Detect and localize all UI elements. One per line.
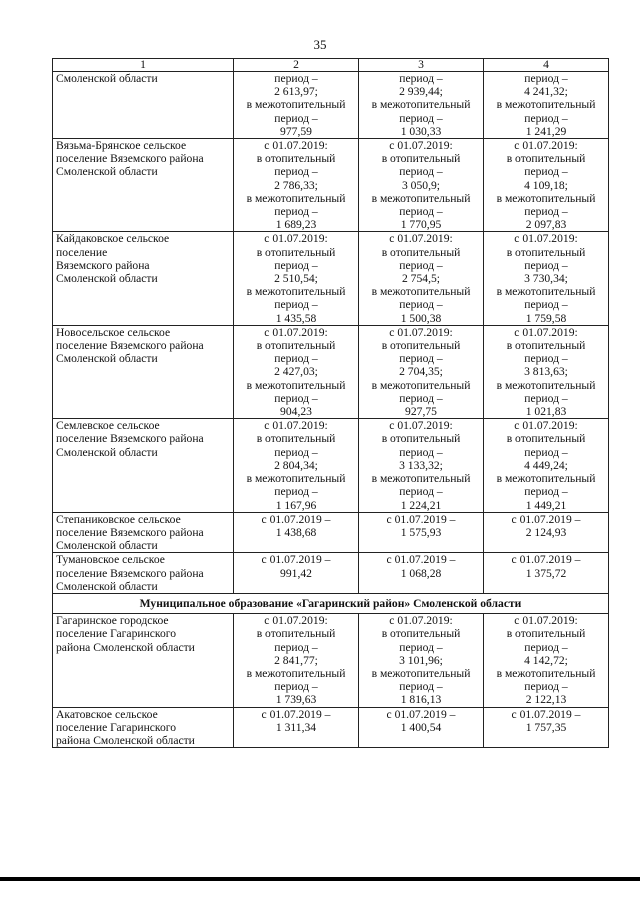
tariff-line: 3 101,96; [399,653,443,667]
tariff-line: в межотопительный [246,378,346,392]
table-row [53,553,609,594]
tariff-cell [234,614,359,707]
tariff-line: период – [524,680,568,694]
tariff-line: 2 613,97; [274,85,318,99]
municipality-name-line: Кайдаковское сельское [56,232,170,246]
municipality-name-line: поселение Гагаринского [56,720,177,734]
tariff-cell [484,553,609,594]
municipality-name-line: района Смоленской области [56,640,195,654]
tariff-line: в межотопительный [246,191,346,205]
tariff-cell [234,139,359,232]
tariff-line: с 01.07.2019 – [511,553,581,567]
tariff-line: 2 841,77; [274,653,318,667]
tariff-line: 1 816,13 [400,693,442,707]
table-row [53,139,609,232]
tariff-line: 2 804,34; [274,458,318,472]
tariff-line: с 01.07.2019: [389,614,453,628]
tariff-line: 4 241,32; [524,85,568,99]
tariff-line: 4 109,18; [524,178,568,192]
tariff-line: 1 167,96 [275,498,317,512]
tariff-line: период – [524,111,568,125]
tariff-line: с 01.07.2019 – [386,707,456,721]
tariff-line: 1 770,95 [400,218,442,232]
column-header: 3 [359,59,484,72]
tariff-line: 3 730,34; [524,272,568,286]
tariff-line: 1 449,21 [525,498,567,512]
tariff-line: с 01.07.2019 – [386,512,456,526]
tariff-line: 977,59 [280,124,312,138]
header-row [53,59,609,72]
tariff-line: 2 939,44; [399,85,443,99]
tariff-cell [359,512,484,553]
tariff-line: 2 510,54; [274,272,318,286]
tariff-line: период – [274,165,318,179]
bottom-rule [0,877,640,881]
tariff-line: с 01.07.2019: [514,614,578,628]
tariff-cell [484,72,609,139]
tariff-line: 2 427,03; [274,365,318,379]
tariff-line: в межотопительный [371,666,471,680]
tariff-line: период – [524,258,568,272]
tariff-line: 2 786,33; [274,178,318,192]
tariff-line: 1 021,83 [525,405,567,419]
tariff-line: в межотопительный [496,378,596,392]
tariff-line: период – [524,391,568,405]
tariff-line: с 01.07.2019: [264,419,328,433]
tariff-line: период – [399,445,443,459]
tariff-line: 2 704,35; [399,365,443,379]
municipality-name-line: Смоленской области [56,445,158,459]
tariff-line: период – [524,352,568,366]
municipality-name-line: поселение Гагаринского [56,627,177,641]
tariff-line: в межотопительный [496,285,596,299]
tariff-line: в отопительный [256,152,336,166]
municipality-name-cell [53,232,234,325]
tariff-line: период – [524,205,568,219]
tariff-cell [359,553,484,594]
municipality-name-line: Новосельское сельское [56,325,171,339]
municipality-name-line: Степаниковское сельское [56,512,181,526]
tariff-line: в отопительный [506,245,586,259]
tariff-line: 1 311,34 [275,720,317,734]
tariff-line: период – [399,72,443,85]
municipality-name-line: Семлевское сельское [56,419,160,433]
tariff-line: период – [399,165,443,179]
tariff-line: 4 449,24; [524,458,568,472]
tariff-line: в отопительный [506,339,586,353]
municipality-name-cell [53,553,234,594]
municipality-name-line: поселение Вяземского района [56,566,204,580]
tariff-cell [484,707,609,748]
tariff-line: период – [524,640,568,654]
tariff-line: период – [524,445,568,459]
tariff-line: период – [399,485,443,499]
tariff-line: с 01.07.2019: [264,139,328,153]
tariff-line: период – [274,111,318,125]
tariff-line: с 01.07.2019: [389,419,453,433]
tariff-line: период – [524,165,568,179]
tariff-line: период – [274,680,318,694]
municipality-name-line: Вязьма-Брянское сельское [56,139,187,153]
tariff-line: 2 124,93 [525,525,567,539]
tariff-line: период – [399,111,443,125]
tariff-line: 991,42 [280,566,312,580]
municipality-name-cell [53,139,234,232]
tariff-cell [234,325,359,418]
municipality-name-line: поселение Вяземского района [56,525,204,539]
municipality-name-cell [53,325,234,418]
tariff-cell [359,139,484,232]
tariff-line: период – [274,258,318,272]
tariff-line: период – [274,391,318,405]
tariff-line: в межотопительный [496,472,596,486]
tariff-cell [484,325,609,418]
tariff-line: период – [274,205,318,219]
tariff-cell [359,72,484,139]
tariff-line: период – [399,205,443,219]
tariff-cell [234,72,359,139]
tariff-line: с 01.07.2019: [264,232,328,246]
tariff-line: с 01.07.2019 – [386,553,456,567]
tariff-line: в отопительный [506,432,586,446]
tariff-line: период – [399,391,443,405]
municipality-name-line: Вяземского района [56,258,150,272]
column-header: 2 [234,59,359,72]
tariff-line: период – [399,680,443,694]
tariff-line: 2 754,5; [401,272,440,286]
tariff-line: период – [399,640,443,654]
tariff-line: в отопительный [506,627,586,641]
tariff-line: с 01.07.2019: [389,325,453,339]
tariff-line: период – [274,352,318,366]
municipality-name-line: Смоленской области [56,72,158,85]
municipality-name-line: поселение Вяземского района [56,339,204,353]
tariff-line: 2 097,83 [525,218,567,232]
tariff-line: с 01.07.2019: [514,232,578,246]
tariff-line: период – [524,298,568,312]
tariff-line: с 01.07.2019: [514,139,578,153]
tariff-cell [359,325,484,418]
tariff-cell [484,512,609,553]
table-row [53,232,609,325]
municipality-name-cell [53,72,234,139]
tariff-line: в межотопительный [371,285,471,299]
tariff-cell [484,419,609,512]
column-header: 4 [484,59,609,72]
table-row [53,614,609,707]
table-row [53,707,609,748]
tariff-line: 3 813,63; [524,365,568,379]
tariff-table [52,58,609,748]
tariff-line: период – [399,298,443,312]
tariff-line: 1 438,68 [275,525,317,539]
tariff-line: 1 500,38 [400,311,442,325]
table-row [53,325,609,418]
tariff-cell [234,419,359,512]
table-row [53,72,609,139]
tariff-line: 1 375,72 [525,566,567,580]
municipality-name-line: Гагаринское городское [56,614,169,628]
tariff-line: с 01.07.2019: [514,419,578,433]
tariff-line: с 01.07.2019 – [261,512,331,526]
tariff-line: 1 241,29 [525,124,567,138]
tariff-line: в отопительный [381,432,461,446]
municipality-name-cell [53,707,234,748]
tariff-line: в отопительный [256,432,336,446]
tariff-line: период – [274,485,318,499]
tariff-line: в межотопительный [496,191,596,205]
tariff-line: с 01.07.2019 – [261,553,331,567]
tariff-line: 3 050,9; [401,178,440,192]
municipality-name-cell [53,614,234,707]
municipality-name-line: Смоленской области [56,165,158,179]
tariff-line: в межотопительный [246,98,346,112]
tariff-line: в межотопительный [371,378,471,392]
tariff-cell [234,232,359,325]
tariff-cell [359,614,484,707]
tariff-line: в отопительный [256,627,336,641]
tariff-line: 1 068,28 [400,566,442,580]
tariff-line: 1 435,58 [275,311,317,325]
section-row [53,593,609,613]
tariff-line: в отопительный [381,339,461,353]
tariff-line: 2 122,13 [525,693,567,707]
tariff-cell [484,614,609,707]
tariff-line: 1 689,23 [275,218,317,232]
table-row [53,512,609,553]
tariff-cell [359,232,484,325]
municipality-name-line: Смоленской области [56,579,158,593]
municipality-name-line: Смоленской области [56,272,158,286]
tariff-line: с 01.07.2019 – [261,707,331,721]
tariff-line: с 01.07.2019 – [511,707,581,721]
tariff-cell [484,139,609,232]
municipality-name-cell [53,419,234,512]
tariff-cell [234,707,359,748]
table-body [53,59,609,748]
tariff-line: период – [399,258,443,272]
tariff-line: в межотопительный [246,666,346,680]
tariff-line: 1 575,93 [400,525,442,539]
municipality-name-line: поселение [56,245,108,259]
municipality-name-line: Тумановское сельское [56,553,165,567]
section-title: Муниципальное образование «Гагаринский район» Смоленской области [53,593,609,613]
municipality-name-line: поселение Вяземского района [56,432,204,446]
table-row [53,419,609,512]
tariff-cell [484,232,609,325]
tariff-line: 1 759,58 [525,311,567,325]
tariff-line: 927,75 [405,405,437,419]
tariff-line: в отопительный [506,152,586,166]
tariff-line: с 01.07.2019: [389,232,453,246]
tariff-line: 1 400,54 [400,720,442,734]
tariff-line: 904,23 [280,405,312,419]
column-header: 1 [53,59,234,72]
tariff-line: в отопительный [256,339,336,353]
tariff-line: в межотопительный [246,472,346,486]
tariff-line: с 01.07.2019: [514,325,578,339]
tariff-cell [234,553,359,594]
municipality-name-line: поселение Вяземского района [56,152,204,166]
municipality-name-line: Акатовское сельское [56,707,158,721]
tariff-line: в отопительный [381,152,461,166]
tariff-line: в межотопительный [371,98,471,112]
tariff-line: в межотопительный [246,285,346,299]
tariff-line: 1 030,33 [400,124,442,138]
tariff-line: 4 142,72; [524,653,568,667]
tariff-line: период – [524,72,568,85]
tariff-line: с 01.07.2019 – [511,512,581,526]
tariff-line: 1 739,63 [275,693,317,707]
tariff-line: период – [274,640,318,654]
tariff-line: период – [274,298,318,312]
tariff-line: в отопительный [381,627,461,641]
tariff-line: с 01.07.2019: [264,325,328,339]
municipality-name-line: района Смоленской области [56,733,195,747]
tariff-line: с 01.07.2019: [264,614,328,628]
tariff-line: 3 133,32; [399,458,443,472]
tariff-cell [359,707,484,748]
page-number: 35 [313,37,327,52]
tariff-cell [359,419,484,512]
tariff-line: в межотопительный [371,472,471,486]
tariff-line: в межотопительный [496,98,596,112]
tariff-line: с 01.07.2019: [389,139,453,153]
tariff-line: в межотопительный [496,666,596,680]
tariff-line: 1 757,35 [525,720,567,734]
tariff-cell [234,512,359,553]
tariff-line: период – [274,72,318,85]
municipality-name-line: Смоленской области [56,539,158,553]
tariff-line: период – [399,352,443,366]
tariff-line: 1 224,21 [400,498,442,512]
tariff-line: в межотопительный [371,191,471,205]
tariff-line: в отопительный [381,245,461,259]
tariff-line: период – [274,445,318,459]
municipality-name-line: Смоленской области [56,352,158,366]
tariff-line: в отопительный [256,245,336,259]
municipality-name-cell [53,512,234,553]
tariff-line: период – [524,485,568,499]
